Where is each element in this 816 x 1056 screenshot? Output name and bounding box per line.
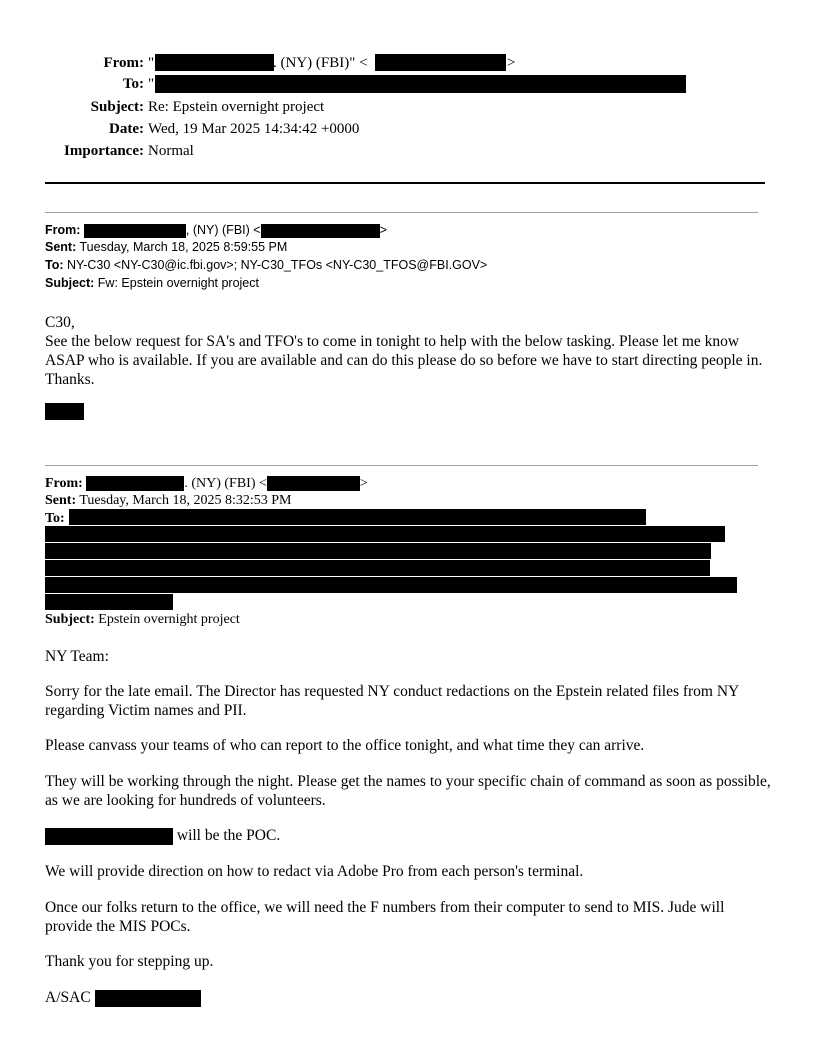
original-signoff-line: [45, 988, 773, 1007]
original-sent-value: Tuesday, March 18, 2025 8:32:53 PM: [79, 493, 292, 508]
header-subject-value: Re: Epstein overnight project: [148, 99, 325, 115]
original-to-label: To:: [45, 511, 65, 526]
original-paragraph-7: Thank you for stepping up.: [45, 953, 214, 970]
original-paragraph-3: They will be working through the night. Please get the names to your specific chain of command as soon as possible, as we are looking for hundreds of volunteers.: [45, 773, 771, 809]
forward-body: See the below request for SA's and TFO's to come in tonight to help with the below tasking. Please let me know ASAP who is available. If you are available and can do this please do so before we have to start directing people in. Thanks.: [45, 333, 763, 388]
header-importance-label: Importance:: [64, 143, 144, 159]
original-from-middle: . (NY) (FBI) <: [184, 476, 267, 491]
original-poc-line: [45, 826, 773, 845]
header-divider: [45, 182, 765, 184]
forward-signature-redaction: [45, 403, 84, 420]
redaction: [69, 509, 646, 525]
redaction: [261, 224, 380, 238]
redaction: [267, 476, 360, 491]
header-from-close: >: [507, 55, 516, 71]
original-greeting: NY Team:: [45, 648, 109, 665]
original-paragraph-1: Sorry for the late email. The Director has requested NY conduct redactions on the Epstein related files from NY regarding Victim names and PII.: [45, 683, 739, 719]
original-sent-label: Sent:: [45, 493, 77, 508]
header-from-quote: ": [148, 55, 155, 71]
header-from-label: From:: [103, 55, 144, 71]
forward-subject-value: Fw: Epstein overnight project: [97, 276, 259, 290]
signature-redaction: [95, 990, 201, 1007]
header-importance-value: Normal: [148, 143, 194, 159]
original-subject-label: Subject:: [45, 612, 95, 627]
forward-greeting: C30,: [45, 314, 75, 331]
redaction: [45, 543, 711, 559]
forward-subject-label: Subject:: [45, 276, 95, 290]
forward-sent-label: Sent:: [45, 240, 77, 254]
original-paragraph-2: Please canvass your teams of who can report to the office tonight, and what time they can arrive.: [45, 737, 645, 754]
redaction: [45, 526, 725, 542]
original-sent-line: [45, 492, 291, 509]
header-date-value: Wed, 19 Mar 2025 14:34:42 +0000: [148, 121, 360, 137]
original-paragraph-5: We will provide direction on how to redact via Adobe Pro from each person's terminal.: [45, 863, 584, 880]
redaction: [45, 577, 737, 593]
original-divider: [45, 465, 758, 466]
redaction: [86, 476, 184, 491]
forward-subject-line: [45, 275, 259, 292]
forward-to-label: To:: [45, 258, 64, 272]
original-subject-value: Epstein overnight project: [98, 612, 240, 627]
original-paragraph-6: Once our folks return to the office, we will need the F numbers from their computer to send to MIS. Jude will provide the MIS POCs.: [45, 899, 725, 935]
forward-sent-value: Tuesday, March 18, 2025 8:59:55 PM: [79, 240, 288, 254]
redaction: [45, 594, 173, 610]
header-to-quote: ": [148, 76, 155, 92]
header-subject-label: Subject:: [90, 99, 144, 115]
original-from-close: >: [359, 476, 368, 491]
forward-to-value: NY-C30 <NY-C30@ic.fbi.gov>; NY-C30_TFOs <NY-C30_TFOS@FBI.GOV>: [67, 258, 488, 272]
original-signoff: A/SAC: [45, 989, 91, 1006]
forward-from-middle: , (NY) (FBI) <: [185, 223, 261, 237]
redaction: [155, 75, 686, 93]
header-to-label: To:: [122, 76, 144, 92]
forward-from-close: >: [379, 223, 387, 237]
poc-redaction: [45, 828, 173, 845]
redaction: [375, 54, 506, 71]
redaction: [155, 54, 274, 71]
header-from-middle: . (NY) (FBI)" <: [273, 55, 368, 71]
original-to-line: [45, 510, 65, 527]
forward-from-line: [45, 222, 387, 239]
redaction: [84, 224, 186, 238]
header-date-label: Date:: [109, 121, 144, 137]
forward-divider: [45, 212, 758, 213]
original-subject-line: [45, 611, 240, 628]
original-poc-suffix: will be the POC.: [173, 827, 281, 844]
forward-sent-line: [45, 239, 287, 256]
forward-to-line: [45, 257, 487, 274]
forward-from-label: From:: [45, 223, 81, 237]
redaction: [45, 560, 710, 576]
original-from-line: [45, 475, 368, 492]
original-from-label: From:: [45, 476, 83, 491]
